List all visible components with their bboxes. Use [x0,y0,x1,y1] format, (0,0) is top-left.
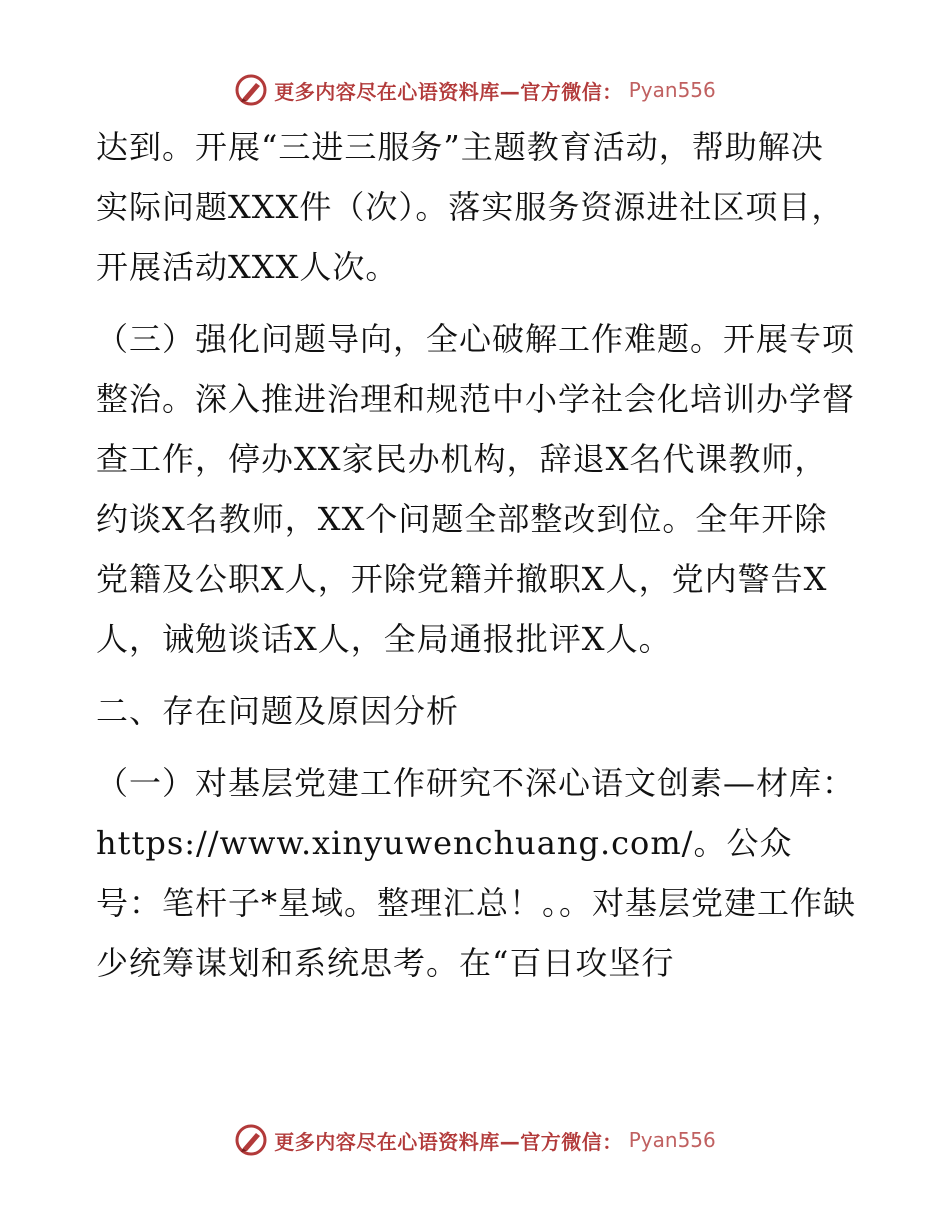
pen-logo-icon [234,73,268,107]
document-body [96,117,856,1005]
header-banner [0,70,950,110]
banner-wechat-id: Pyan556 [628,1128,716,1152]
pen-logo-icon [234,1123,268,1157]
banner-text: 更多内容尽在心语资料库—官方微信： [274,79,623,104]
banner-wechat-id: Pyan556 [628,78,716,102]
banner-text: 更多内容尽在心语资料库—官方微信： [274,1129,623,1154]
paragraph: （三）强化问题导向，全心破解工作难题。开展专项整治。深入推进治理和规范中小学社会化培训办学督查工作，停办XX家民办机构，辞退X名代课教师，约谈X名教师，XX个问题全部整改到位。全年开除党籍及公职X人，开除党籍并撤职X人，党内警告X人，诫勉谈话X人，全局通报批评X人。 [96,320,856,658]
footer-banner [0,1120,950,1160]
section-heading: 二、存在问题及原因分析 [96,692,460,730]
paragraph: 达到。开展“三进三服务”主题教育活动，帮助解决实际问题XXX件（次）。落实服务资源进社区项目，开展活动XXX人次。 [96,128,845,286]
paragraph: （一）对基层党建工作研究不深心语文创素—材库：https://www.xinyuwenchuang.com/。公众号：笔杆子*星域。整理汇总！。。对基层党建工作缺少统筹谋划和系统思考。在“百日攻坚行 [96,764,857,982]
